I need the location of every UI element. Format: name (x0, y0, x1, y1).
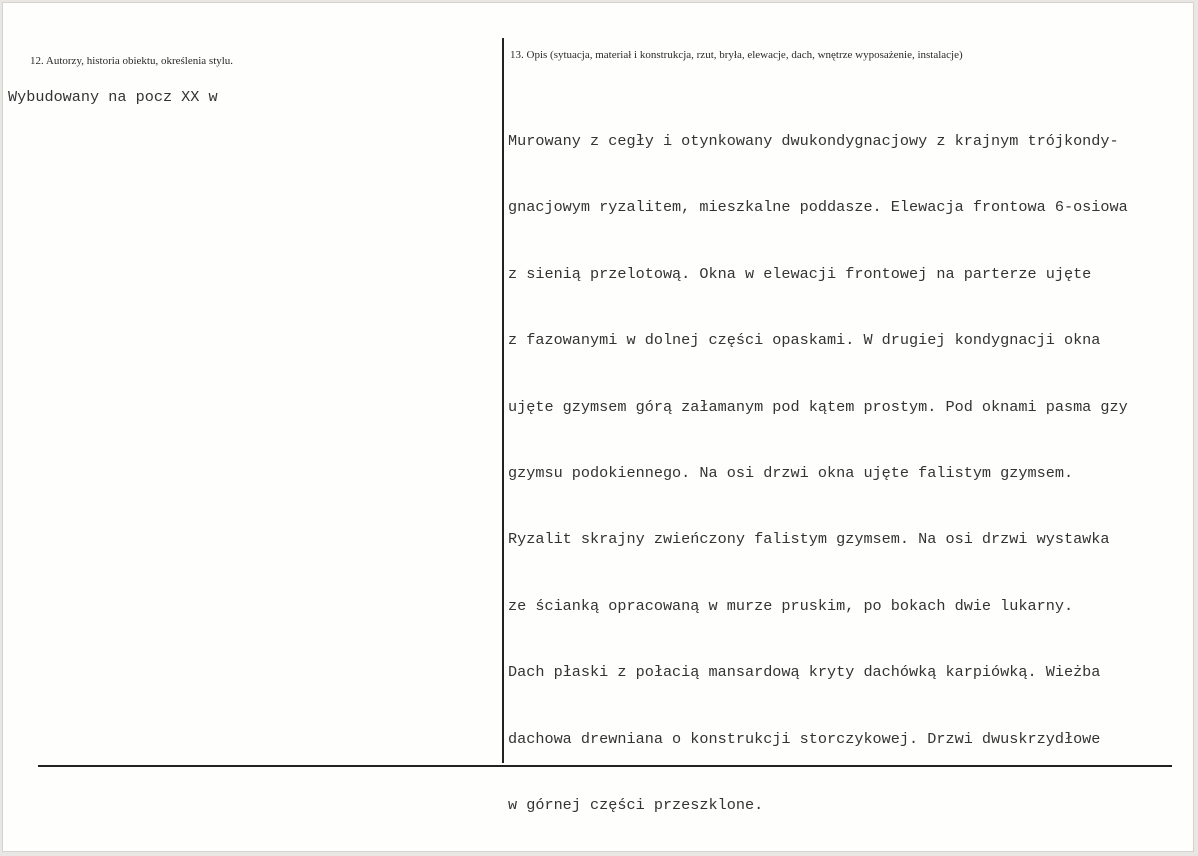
description-line: dachowa drewniana o konstrukcji storczykowej. Drzwi dwuskrzydłowe (508, 729, 1101, 748)
bottom-rule (38, 765, 1172, 767)
section-13-header: 13. Opis (sytuacja, materiał i konstrukcja, rzut, bryła, elewacje, dach, wnętrze wyposażenie, instalacje) (510, 49, 963, 61)
description-line: Ryzalit skrajny zwieńczony falistym gzymsem. Na osi drzwi wystawka (508, 530, 1110, 549)
description-line: z fazowanymi w dolnej części opaskami. W drugiej kondygnacji okna (508, 331, 1101, 350)
description-line: Murowany z cegły i otynkowany dwukondygnacjowy z krajnym trójkondy- (508, 132, 1119, 150)
description-line: Dach płaski z połacią mansardową kryty dachówką karpiówką. Wieżba (508, 663, 1101, 682)
description-line: gnacjowym ryzalitem, mieszkalne poddasze. Elewacja frontowa 6-osiowa (508, 198, 1128, 217)
description-line: z sienią przelotową. Okna w elewacji frontowej na parterze ujęte (508, 264, 1092, 283)
description-text (508, 90, 1128, 838)
history-text: Wybudowany na pocz XX w (8, 88, 218, 106)
description-line: gzymsu podokiennego. Na osi drzwi okna ujęte falistym gzymsem. (508, 463, 1074, 482)
section-12-header: 12. Autorzy, historia obiektu, określenia stylu. (30, 55, 234, 67)
description-line: ujęte gzymsem górą załamanym pod kątem prostym. Pod oknami pasma gzy (508, 397, 1128, 416)
description-line: w górnej części przeszklone. (508, 795, 764, 814)
column-divider (502, 38, 504, 763)
description-line: ze ścianką opracowaną w murze pruskim, po bokach dwie lukarny. (508, 596, 1074, 615)
